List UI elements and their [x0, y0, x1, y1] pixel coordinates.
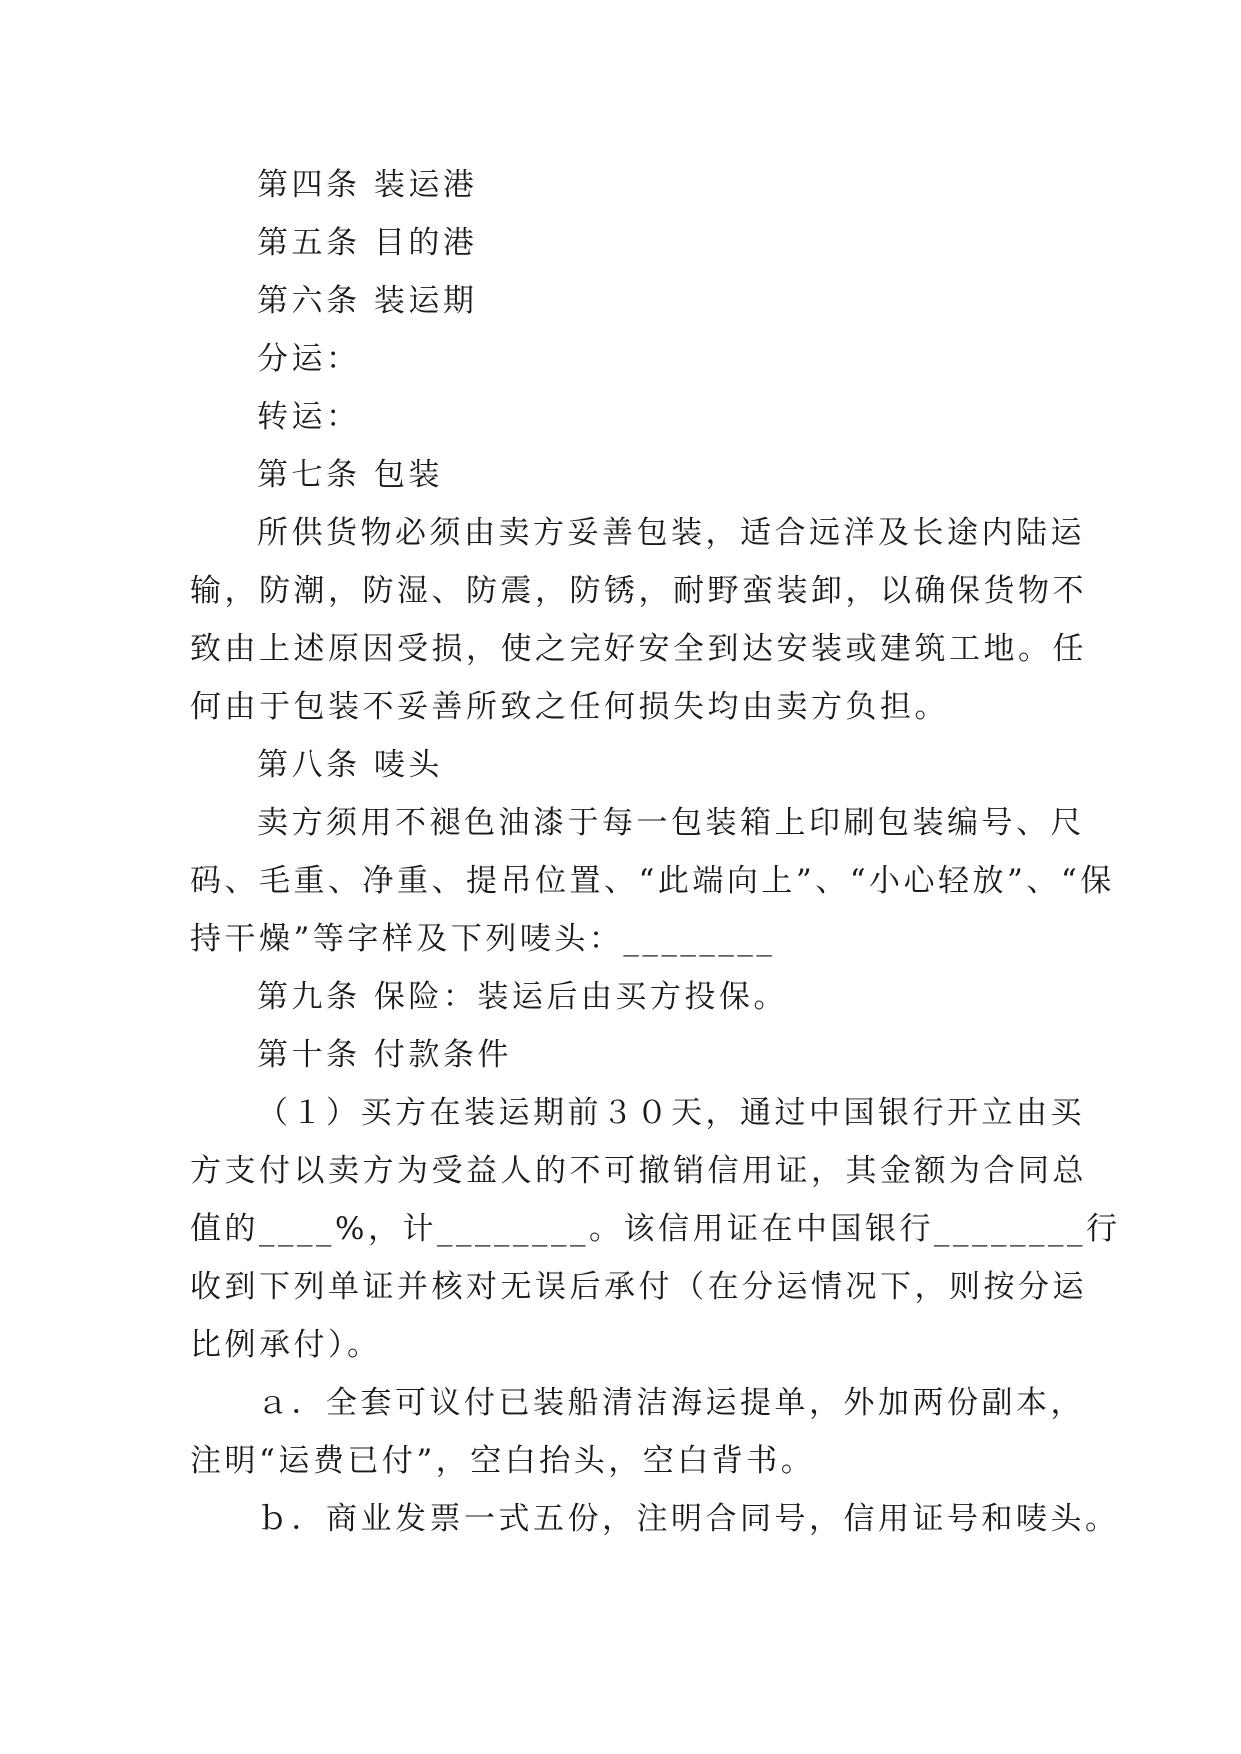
payment-paragraph-line: 方支付以卖方为受益人的不可撤销信用证，其金额为合同总: [190, 1153, 1087, 1189]
payment-paragraph-line: 值的____%，计________。该信用证在中国银行________行: [190, 1211, 1121, 1247]
packing-paragraph-line: 所供货物必须由卖方妥善包装，适合远洋及长途内陆运: [257, 515, 1085, 551]
marks-paragraph-line: 码、毛重、净重、提吊位置、“此端向上”、“小心轻放”、“保: [190, 863, 1115, 899]
document-item-a: ａ．全套可议付已装船清洁海运提单，外加两份副本，: [257, 1385, 1085, 1421]
document-item-b: ｂ．商业发票一式五份，注明合同号，信用证号和唛头。: [257, 1501, 1120, 1537]
transshipment-line: 转运：: [257, 399, 361, 435]
article-8-heading: 第八条 唛头: [257, 747, 443, 783]
partial-shipment-line: 分运：: [257, 341, 361, 377]
packing-paragraph-line: 致由上述原因受损，使之完好安全到达安装或建筑工地。任: [190, 631, 1087, 667]
packing-paragraph-line: 何由于包装不妥善所致之任何损失均由卖方负担。: [190, 689, 949, 725]
article-9-heading: 第九条 保险：装运后由买方投保。: [257, 979, 788, 1015]
article-7-heading: 第七条 包装: [257, 457, 443, 493]
packing-paragraph-line: 输，防潮，防湿、防震，防锈，耐野蛮装卸，以确保货物不: [190, 573, 1087, 609]
article-4-heading: 第四条 装运港: [257, 167, 478, 203]
payment-paragraph-line: （１）买方在装运期前３０天，通过中国银行开立由买: [257, 1095, 1085, 1131]
article-5-heading: 第五条 目的港: [257, 225, 478, 261]
article-6-heading: 第六条 装运期: [257, 283, 478, 319]
payment-paragraph-line: 收到下列单证并核对无误后承付（在分运情况下，则按分运: [190, 1269, 1087, 1305]
article-10-heading: 第十条 付款条件: [257, 1037, 512, 1073]
marks-paragraph-line: 卖方须用不褪色油漆于每一包装箱上印刷包装编号、尺: [257, 805, 1085, 841]
document-item-a-continued: 注明“运费已付”，空白抬头，空白背书。: [190, 1443, 816, 1479]
marks-paragraph-line: 持干燥”等字样及下列唛头：________: [190, 921, 776, 957]
payment-paragraph-line: 比例承付）。: [190, 1327, 382, 1363]
